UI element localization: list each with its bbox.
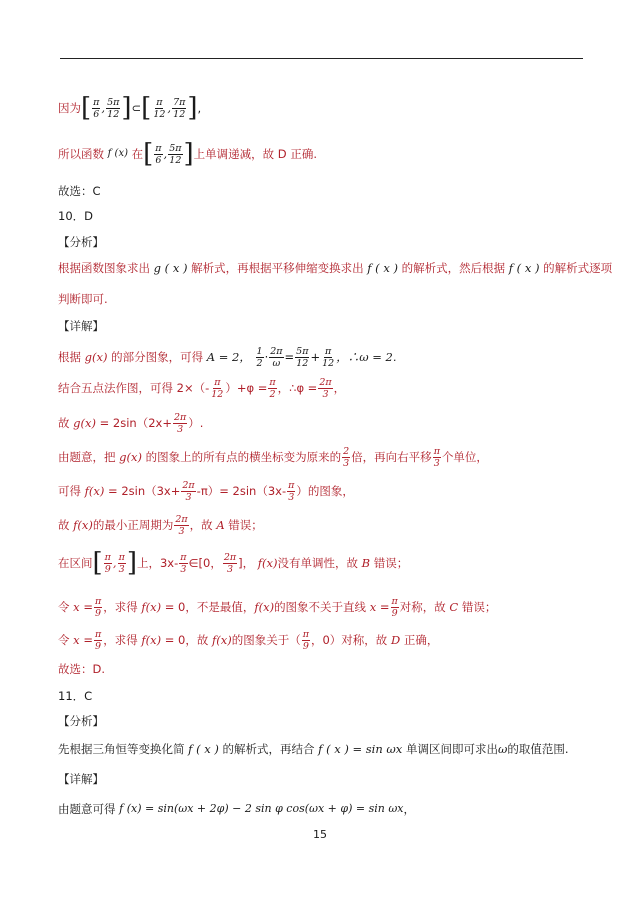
text-run: 的取值范围. bbox=[507, 742, 569, 756]
text-run: = 0，不是最值， bbox=[164, 600, 255, 614]
text-run: ，求得 bbox=[103, 633, 138, 647]
text-run: 【分析】 bbox=[58, 235, 104, 249]
text-run: 2 bbox=[256, 357, 263, 369]
fraction bbox=[287, 480, 295, 503]
text-run: A = 2， bbox=[206, 350, 251, 364]
text-run: π bbox=[433, 445, 440, 457]
text-run: 3 bbox=[180, 563, 187, 575]
text-run: ， bbox=[403, 802, 416, 816]
text-run: f ( x ) bbox=[367, 261, 398, 275]
text-run: B bbox=[361, 556, 371, 570]
text-run: , bbox=[197, 101, 202, 115]
text-run: 判断即可. bbox=[58, 292, 108, 306]
text-run: 由题意可得 bbox=[58, 802, 116, 816]
text-run: 10．D bbox=[58, 209, 93, 223]
text-run: = bbox=[83, 600, 93, 614]
text-run: 解析式，再根据平移伸缩变换求出 bbox=[191, 261, 364, 275]
text-run: 2 bbox=[269, 388, 276, 400]
text-run: = bbox=[379, 600, 390, 614]
fraction bbox=[118, 552, 126, 575]
fraction bbox=[342, 446, 350, 469]
fraction bbox=[318, 377, 332, 400]
text-run: f(x) bbox=[254, 600, 275, 614]
text-run: , bbox=[112, 556, 117, 570]
text-run: 1 bbox=[256, 345, 263, 357]
text-run: 3 bbox=[288, 491, 295, 503]
fraction bbox=[106, 97, 120, 120]
text-run: 5π bbox=[169, 142, 182, 154]
text-run: π bbox=[104, 551, 111, 563]
text-run: 6 bbox=[93, 108, 100, 120]
text-line bbox=[58, 260, 613, 276]
fraction bbox=[179, 552, 187, 575]
text-run: π bbox=[180, 551, 187, 563]
text-run: f(x) bbox=[212, 633, 232, 647]
text-run: ， bbox=[333, 381, 346, 395]
text-run: 2π bbox=[175, 513, 188, 525]
text-run: 可得 bbox=[58, 484, 81, 498]
text-run: f(x) bbox=[257, 556, 278, 570]
text-run: π bbox=[288, 479, 295, 491]
text-run: 【详解】 bbox=[58, 772, 104, 786]
text-run: f(x) bbox=[141, 633, 162, 647]
text-run: 9 bbox=[391, 607, 398, 619]
fraction bbox=[152, 97, 166, 120]
text-run: 错误； bbox=[461, 600, 497, 614]
text-run: , bbox=[167, 101, 172, 115]
bracket: ] bbox=[121, 93, 132, 123]
text-run: -π）= 2sin（3x- bbox=[196, 484, 287, 498]
bracket: ] bbox=[187, 93, 198, 123]
fraction bbox=[210, 377, 224, 400]
text-run: 9 bbox=[104, 563, 111, 575]
text-run: 先根据三角恒等变换化简 bbox=[58, 742, 185, 756]
text-run: g(x) bbox=[119, 450, 142, 464]
text-run: · bbox=[264, 350, 269, 364]
text-run: 上单调递减，故 D 正确. bbox=[193, 147, 317, 161]
text-run: f(x) bbox=[84, 484, 105, 498]
text-line bbox=[58, 741, 588, 757]
text-run: 错误； bbox=[228, 518, 263, 532]
text-run: 令 bbox=[58, 633, 70, 647]
text-run: x bbox=[73, 633, 80, 647]
text-run: π bbox=[94, 595, 102, 607]
text-line bbox=[58, 92, 588, 124]
text-run: A bbox=[216, 518, 225, 532]
text-run: π bbox=[94, 628, 102, 640]
text-run: f(x) bbox=[73, 518, 93, 532]
text-run: 【分析】 bbox=[58, 714, 104, 728]
section-heading bbox=[58, 771, 588, 787]
text-line bbox=[58, 138, 588, 170]
text-line bbox=[58, 408, 588, 438]
text-run: ，故 bbox=[189, 518, 213, 532]
fraction bbox=[104, 552, 112, 575]
text-run: 12 bbox=[322, 357, 335, 369]
text-run: 3 bbox=[185, 491, 192, 503]
text-run: 的解析式逐项 bbox=[543, 261, 613, 275]
text-run: D bbox=[390, 633, 401, 647]
text-run: 根据 bbox=[58, 350, 81, 364]
fraction bbox=[173, 412, 187, 435]
text-run: 6 bbox=[155, 154, 162, 166]
text-run: 对称，故 bbox=[399, 600, 446, 614]
fraction bbox=[223, 552, 237, 575]
text-run: f(x) bbox=[141, 600, 162, 614]
answer-line bbox=[58, 661, 588, 677]
fraction bbox=[295, 346, 309, 369]
text-run: 结合五点法作图，可得 2×（- bbox=[58, 381, 210, 395]
bracket: [ bbox=[81, 93, 92, 123]
text-line bbox=[58, 510, 588, 540]
text: 因为 bbox=[58, 101, 81, 115]
fraction bbox=[269, 346, 283, 369]
text-run: 5π bbox=[107, 96, 120, 108]
fraction bbox=[92, 97, 100, 120]
fraction bbox=[391, 596, 399, 619]
text-run: 故选：C bbox=[58, 184, 101, 198]
text-run: 2π bbox=[182, 479, 195, 491]
fraction bbox=[181, 480, 195, 503]
text-run: 2π bbox=[223, 551, 237, 563]
text-run: 12 bbox=[169, 154, 182, 166]
text-run: 3 bbox=[433, 457, 440, 469]
question-number bbox=[58, 688, 588, 704]
text-run: π bbox=[118, 551, 125, 563]
text-run: 的解析式，然后根据 bbox=[401, 261, 506, 275]
section-heading bbox=[58, 713, 588, 729]
text-run: f ( x ) = sin ωx bbox=[318, 742, 403, 756]
text-run: 12 bbox=[153, 108, 166, 120]
text-run: g ( x ) bbox=[153, 261, 188, 275]
text-run: 5π bbox=[296, 345, 309, 357]
text-run: = 2sin（2x+ bbox=[99, 416, 172, 430]
header-rule bbox=[60, 58, 583, 59]
text-run: π bbox=[156, 96, 163, 108]
text-run: 3 bbox=[343, 457, 350, 469]
section-heading bbox=[58, 318, 588, 334]
text-run: ）. bbox=[188, 416, 204, 430]
text-run: 12 bbox=[211, 388, 224, 400]
text-run: 令 bbox=[58, 600, 70, 614]
text-run: x bbox=[369, 600, 377, 614]
bracket: [ bbox=[141, 93, 152, 123]
text-run: 上，3x- bbox=[136, 556, 179, 570]
text-run: 错误； bbox=[373, 556, 409, 570]
text-line bbox=[58, 373, 588, 403]
text-run: 的最小正周期为 bbox=[92, 518, 174, 532]
text-run: f (x) = sin(ωx + 2φ) − 2 sin φ cos(ωx + φ) = sin ωx bbox=[119, 802, 404, 815]
text-run: ω bbox=[272, 357, 281, 369]
text-run: + bbox=[310, 350, 321, 364]
text-run: 个单位， bbox=[441, 450, 488, 464]
text-run: = 0，故 bbox=[164, 633, 209, 647]
page-number: 15 bbox=[313, 828, 327, 841]
text-line bbox=[58, 801, 588, 817]
text-run: f ( x ) bbox=[508, 261, 540, 275]
question-number bbox=[58, 208, 588, 224]
text-run: 在 bbox=[131, 147, 144, 161]
text-run: 2 bbox=[343, 445, 350, 457]
text-line bbox=[58, 342, 588, 372]
bracket: [ bbox=[92, 548, 103, 578]
text-run: ，∴φ = bbox=[277, 381, 318, 395]
text-run: 故选：D. bbox=[58, 662, 106, 676]
text-run: 11．C bbox=[58, 689, 93, 703]
text-line bbox=[58, 547, 588, 579]
text-run: 12 bbox=[173, 108, 186, 120]
fraction bbox=[94, 629, 102, 652]
text-run: , bbox=[163, 147, 168, 161]
text-run: 正确， bbox=[403, 633, 439, 647]
answer-line bbox=[58, 183, 588, 199]
text-run: ]， bbox=[238, 556, 255, 570]
text-line bbox=[58, 592, 588, 622]
text-run: 的图象上的所有点的横坐标变为原来的 bbox=[145, 450, 342, 464]
text-run: 的解析式，再结合 bbox=[222, 742, 315, 756]
text-run: 3 bbox=[118, 563, 125, 575]
fraction bbox=[94, 596, 102, 619]
text-run: ，0）对称，故 bbox=[310, 633, 388, 647]
text-run: 9 bbox=[95, 640, 102, 652]
text-run: 故 bbox=[58, 416, 70, 430]
fraction bbox=[172, 97, 186, 120]
subset-symbol: ⊂ bbox=[131, 101, 142, 115]
fraction bbox=[302, 629, 310, 652]
fraction bbox=[168, 143, 182, 166]
text-run: 7π bbox=[173, 96, 186, 108]
text-run: 12 bbox=[107, 108, 120, 120]
text-run: π bbox=[214, 376, 221, 388]
text-run: π bbox=[325, 345, 332, 357]
text-run: 所以函数 bbox=[58, 147, 104, 161]
text-run: 2π bbox=[173, 411, 187, 423]
text-run: 故 bbox=[58, 518, 70, 532]
text-run: π bbox=[155, 142, 162, 154]
text-run: , bbox=[101, 101, 106, 115]
fraction bbox=[154, 143, 162, 166]
text-run: 3 bbox=[177, 423, 184, 435]
bracket: ] bbox=[126, 548, 137, 578]
text-run: f ( x ) bbox=[188, 742, 219, 756]
text-run: 3 bbox=[226, 563, 233, 575]
text-line bbox=[58, 625, 588, 655]
text-run: ω bbox=[497, 742, 508, 756]
fraction bbox=[256, 346, 264, 369]
bracket: [ bbox=[143, 139, 154, 169]
text-run: g(x) bbox=[73, 416, 96, 430]
text-run: = bbox=[83, 633, 93, 647]
text-run: 2π bbox=[319, 376, 332, 388]
text-run: π bbox=[391, 595, 398, 607]
text-run: 由题意，把 bbox=[58, 450, 116, 464]
fraction bbox=[268, 377, 276, 400]
text-run: 没有单调性，故 bbox=[277, 556, 358, 570]
fraction bbox=[174, 514, 188, 537]
text-run: g(x) bbox=[84, 350, 108, 364]
text-run: 12 bbox=[296, 357, 309, 369]
text-line bbox=[58, 476, 588, 506]
text-run: 3 bbox=[178, 525, 185, 537]
text-run: ，∴ω = 2. bbox=[336, 350, 397, 364]
text-run: ）的图象， bbox=[296, 484, 354, 498]
fraction bbox=[321, 346, 335, 369]
bracket: ] bbox=[183, 139, 194, 169]
text-run: = 2sin（3x+ bbox=[108, 484, 181, 498]
text-line bbox=[58, 291, 588, 307]
text-run: ）+φ = bbox=[225, 381, 268, 395]
text-run: 在区间 bbox=[58, 556, 93, 570]
fraction bbox=[433, 446, 441, 469]
text-run: f (x) bbox=[107, 148, 128, 159]
text-run: π bbox=[93, 96, 100, 108]
text-run: 的图象关于（ bbox=[231, 633, 301, 647]
text-run: 2π bbox=[270, 345, 283, 357]
text-run: 倍，再向右平移 bbox=[351, 450, 432, 464]
text-run: 根据函数图象求出 bbox=[58, 261, 150, 275]
text-run: 单调区间即可求出 bbox=[405, 742, 498, 756]
text-run: ，求得 bbox=[103, 600, 138, 614]
text-run: 9 bbox=[95, 607, 102, 619]
text-run: = bbox=[284, 350, 295, 364]
text-line bbox=[58, 442, 588, 472]
section-heading bbox=[58, 234, 588, 250]
text-run: C bbox=[449, 600, 459, 614]
text-run: π bbox=[302, 628, 309, 640]
text-run: 的部分图象，可得 bbox=[111, 350, 204, 364]
text-run: 3 bbox=[322, 388, 329, 400]
text-run: x bbox=[73, 600, 80, 614]
text-run: 9 bbox=[302, 640, 309, 652]
text-run: 【详解】 bbox=[58, 319, 104, 333]
text-run: 的图象不关于直线 bbox=[274, 600, 367, 614]
text-run: π bbox=[269, 376, 276, 388]
text-run: ∈[0， bbox=[188, 556, 222, 570]
